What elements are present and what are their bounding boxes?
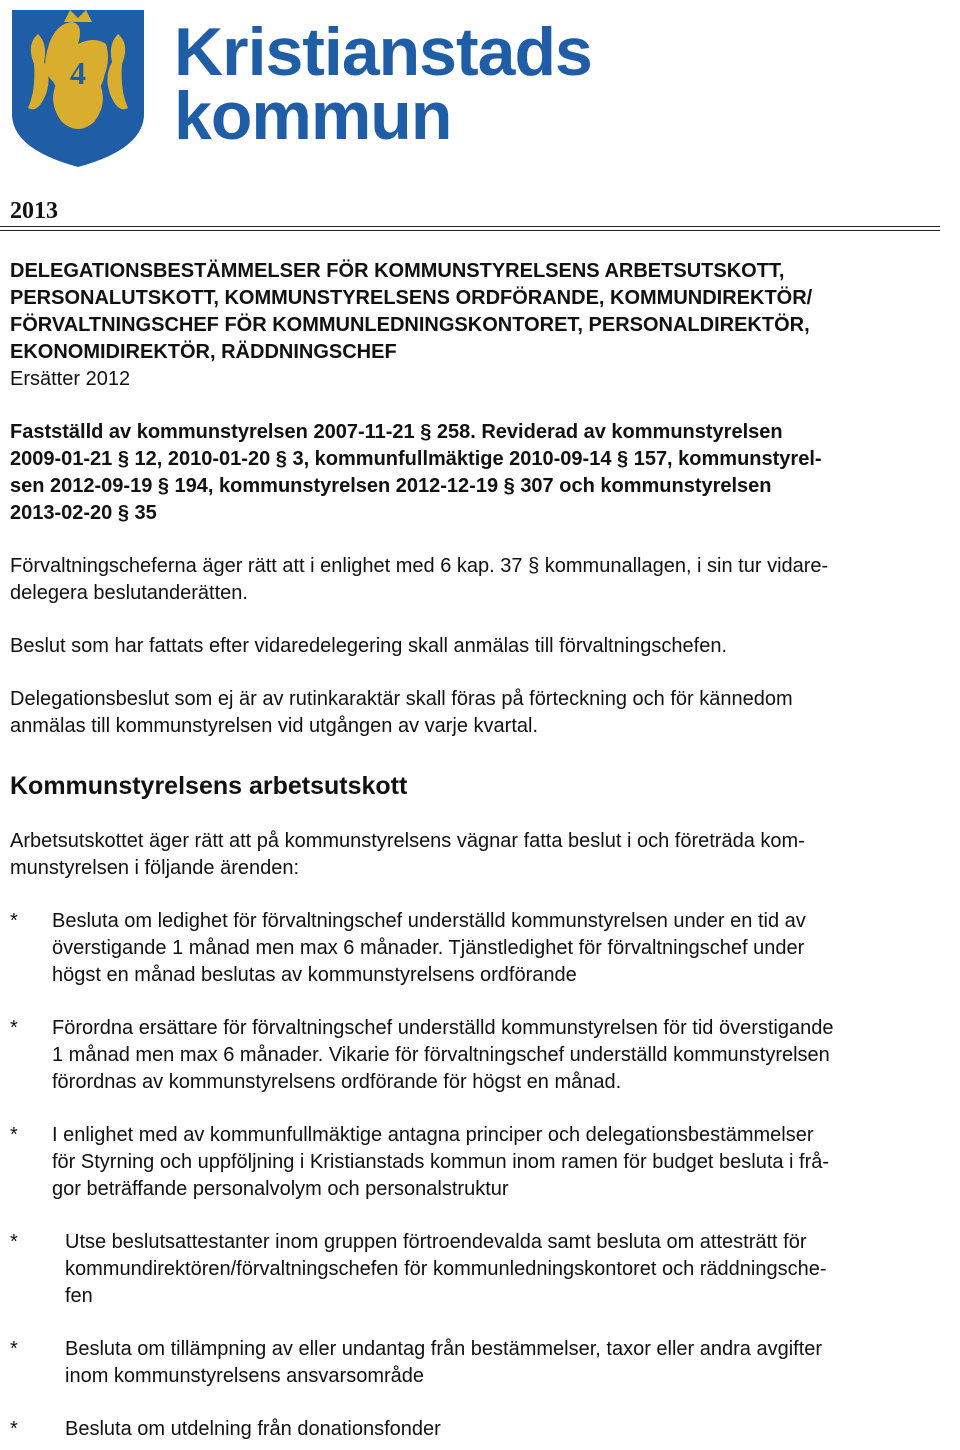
logo-wordmark bbox=[174, 14, 592, 154]
bullet-marker: * bbox=[10, 1017, 18, 1039]
title-line: DELEGATIONSBESTÄMMELSER FÖR KOMMUNSTYRELSENS ARBETSUTSKOTT, bbox=[10, 260, 785, 282]
item-line: Utse beslutsattestanter inom gruppen förtroendevalda samt besluta om attesträtt för bbox=[65, 1231, 807, 1253]
document-body bbox=[10, 258, 958, 1443]
paragraph-line: anmälas till kommunstyrelsen vid utgången av varje kvartal. bbox=[10, 715, 539, 737]
bullet-marker: * bbox=[10, 910, 18, 932]
document-year: 2013 bbox=[10, 198, 58, 224]
item-line: för Styrning och uppföljning i Kristianstads kommun inom ramen för budget besluta i frå- bbox=[52, 1151, 830, 1173]
list-item bbox=[10, 1336, 958, 1390]
title-line: FÖRVALTNINGSCHEF FÖR KOMMUNLEDNINGSKONTORET, PERSONALDIREKTÖR, bbox=[10, 314, 810, 336]
bullet-marker: * bbox=[10, 1124, 18, 1146]
item-line: Besluta om tillämpning av eller undantag från bestämmelser, taxor eller andra avgifter bbox=[65, 1338, 823, 1360]
item-line: Förordna ersättare för förvaltningschef underställd kommunstyrelsen för tid överstigande bbox=[52, 1017, 834, 1039]
kristianstads-kommun-logo bbox=[8, 4, 608, 174]
paragraph-decisions bbox=[10, 686, 958, 740]
item-line: Besluta om ledighet för förvaltningschef underställd kommunstyrelsen under en tid av bbox=[52, 910, 806, 932]
bullet-marker: * bbox=[10, 1231, 18, 1253]
list-item bbox=[10, 908, 958, 989]
established-line: sen 2012-09-19 § 194, kommunstyrelsen 2012-12-19 § 307 och kommunstyrelsen bbox=[10, 475, 772, 497]
item-line: kommundirektören/förvaltningschefen för kommunledningskontoret och räddningsche- bbox=[65, 1258, 827, 1280]
coat-of-arms-icon bbox=[8, 4, 148, 169]
section-heading: Kommunstyrelsens arbetsutskott bbox=[10, 772, 408, 800]
paragraph-line: Beslut som har fattats efter vidaredelegering skall anmälas till förvaltningschefen. bbox=[10, 635, 728, 657]
item-line: 1 månad men max 6 månader. Vikarie för förvaltningschef underställd kommunstyrelsen bbox=[52, 1044, 830, 1066]
header-rule-top bbox=[0, 226, 940, 227]
title-line: PERSONALUTSKOTT, KOMMUNSTYRELSENS ORDFÖRANDE, KOMMUNDIREKTÖR/ bbox=[10, 287, 813, 309]
paragraph-line: Delegationsbeslut som ej är av rutinkaraktär skall föras på förteckning och för kännedom bbox=[10, 688, 793, 710]
bullet-marker: * bbox=[10, 1338, 18, 1360]
item-line: fen bbox=[65, 1285, 93, 1307]
paragraph-subdelegation bbox=[10, 553, 958, 607]
item-line: högst en månad beslutas av kommunstyrelsens ordförande bbox=[52, 964, 577, 986]
item-line: Besluta om utdelning från donationsfonder bbox=[65, 1418, 441, 1440]
item-line: förordnas av kommunstyrelsens ordförande för högst en månad. bbox=[52, 1071, 622, 1093]
title-line: EKONOMIDIREKTÖR, RÄDDNINGSCHEF bbox=[10, 341, 397, 363]
intro-line: munstyrelsen i följande ärenden: bbox=[10, 857, 300, 879]
paragraph-line: delegera beslutanderätten. bbox=[10, 582, 248, 604]
established-line: 2009-01-21 § 12, 2010-01-20 § 3, kommunfullmäktige 2010-09-14 § 157, kommunstyrel- bbox=[10, 448, 822, 470]
bullet-marker: * bbox=[10, 1418, 18, 1440]
list-item bbox=[10, 1416, 958, 1443]
paragraph-report bbox=[10, 633, 958, 660]
item-line: gor beträffande personalvolym och personalstruktur bbox=[52, 1178, 509, 1200]
intro-line: Arbetsutskottet äger rätt att på kommunstyrelsens vägnar fatta beslut i och företräda kom- bbox=[10, 830, 805, 852]
item-line: överstigande 1 månad men max 6 månader. Tjänstledighet för förvaltningschef under bbox=[52, 937, 805, 959]
svg-text:4: 4 bbox=[70, 55, 86, 91]
logo-line-2: kommun bbox=[174, 78, 452, 154]
replaces-note: Ersätter 2012 bbox=[10, 368, 131, 390]
item-line: inom kommunstyrelsens ansvarsområde bbox=[65, 1365, 425, 1387]
section-intro bbox=[10, 828, 958, 882]
list-item bbox=[10, 1229, 958, 1310]
item-line: I enlighet med av kommunfullmäktige antagna principer och delegationsbestämmelser bbox=[52, 1124, 814, 1146]
list-item bbox=[10, 1015, 958, 1096]
established-note bbox=[10, 419, 958, 527]
document-title bbox=[10, 258, 958, 366]
established-line: Fastställd av kommunstyrelsen 2007-11-21 § 258. Reviderad av kommunstyrelsen bbox=[10, 421, 783, 443]
paragraph-line: Förvaltningscheferna äger rätt att i enlighet med 6 kap. 37 § kommunallagen, i sin tur vidare- bbox=[10, 555, 829, 577]
list-item bbox=[10, 1122, 958, 1203]
logo-line-1: Kristianstads bbox=[174, 14, 592, 90]
established-line: 2013-02-20 § 35 bbox=[10, 502, 157, 524]
header-rule-bottom bbox=[0, 230, 940, 231]
